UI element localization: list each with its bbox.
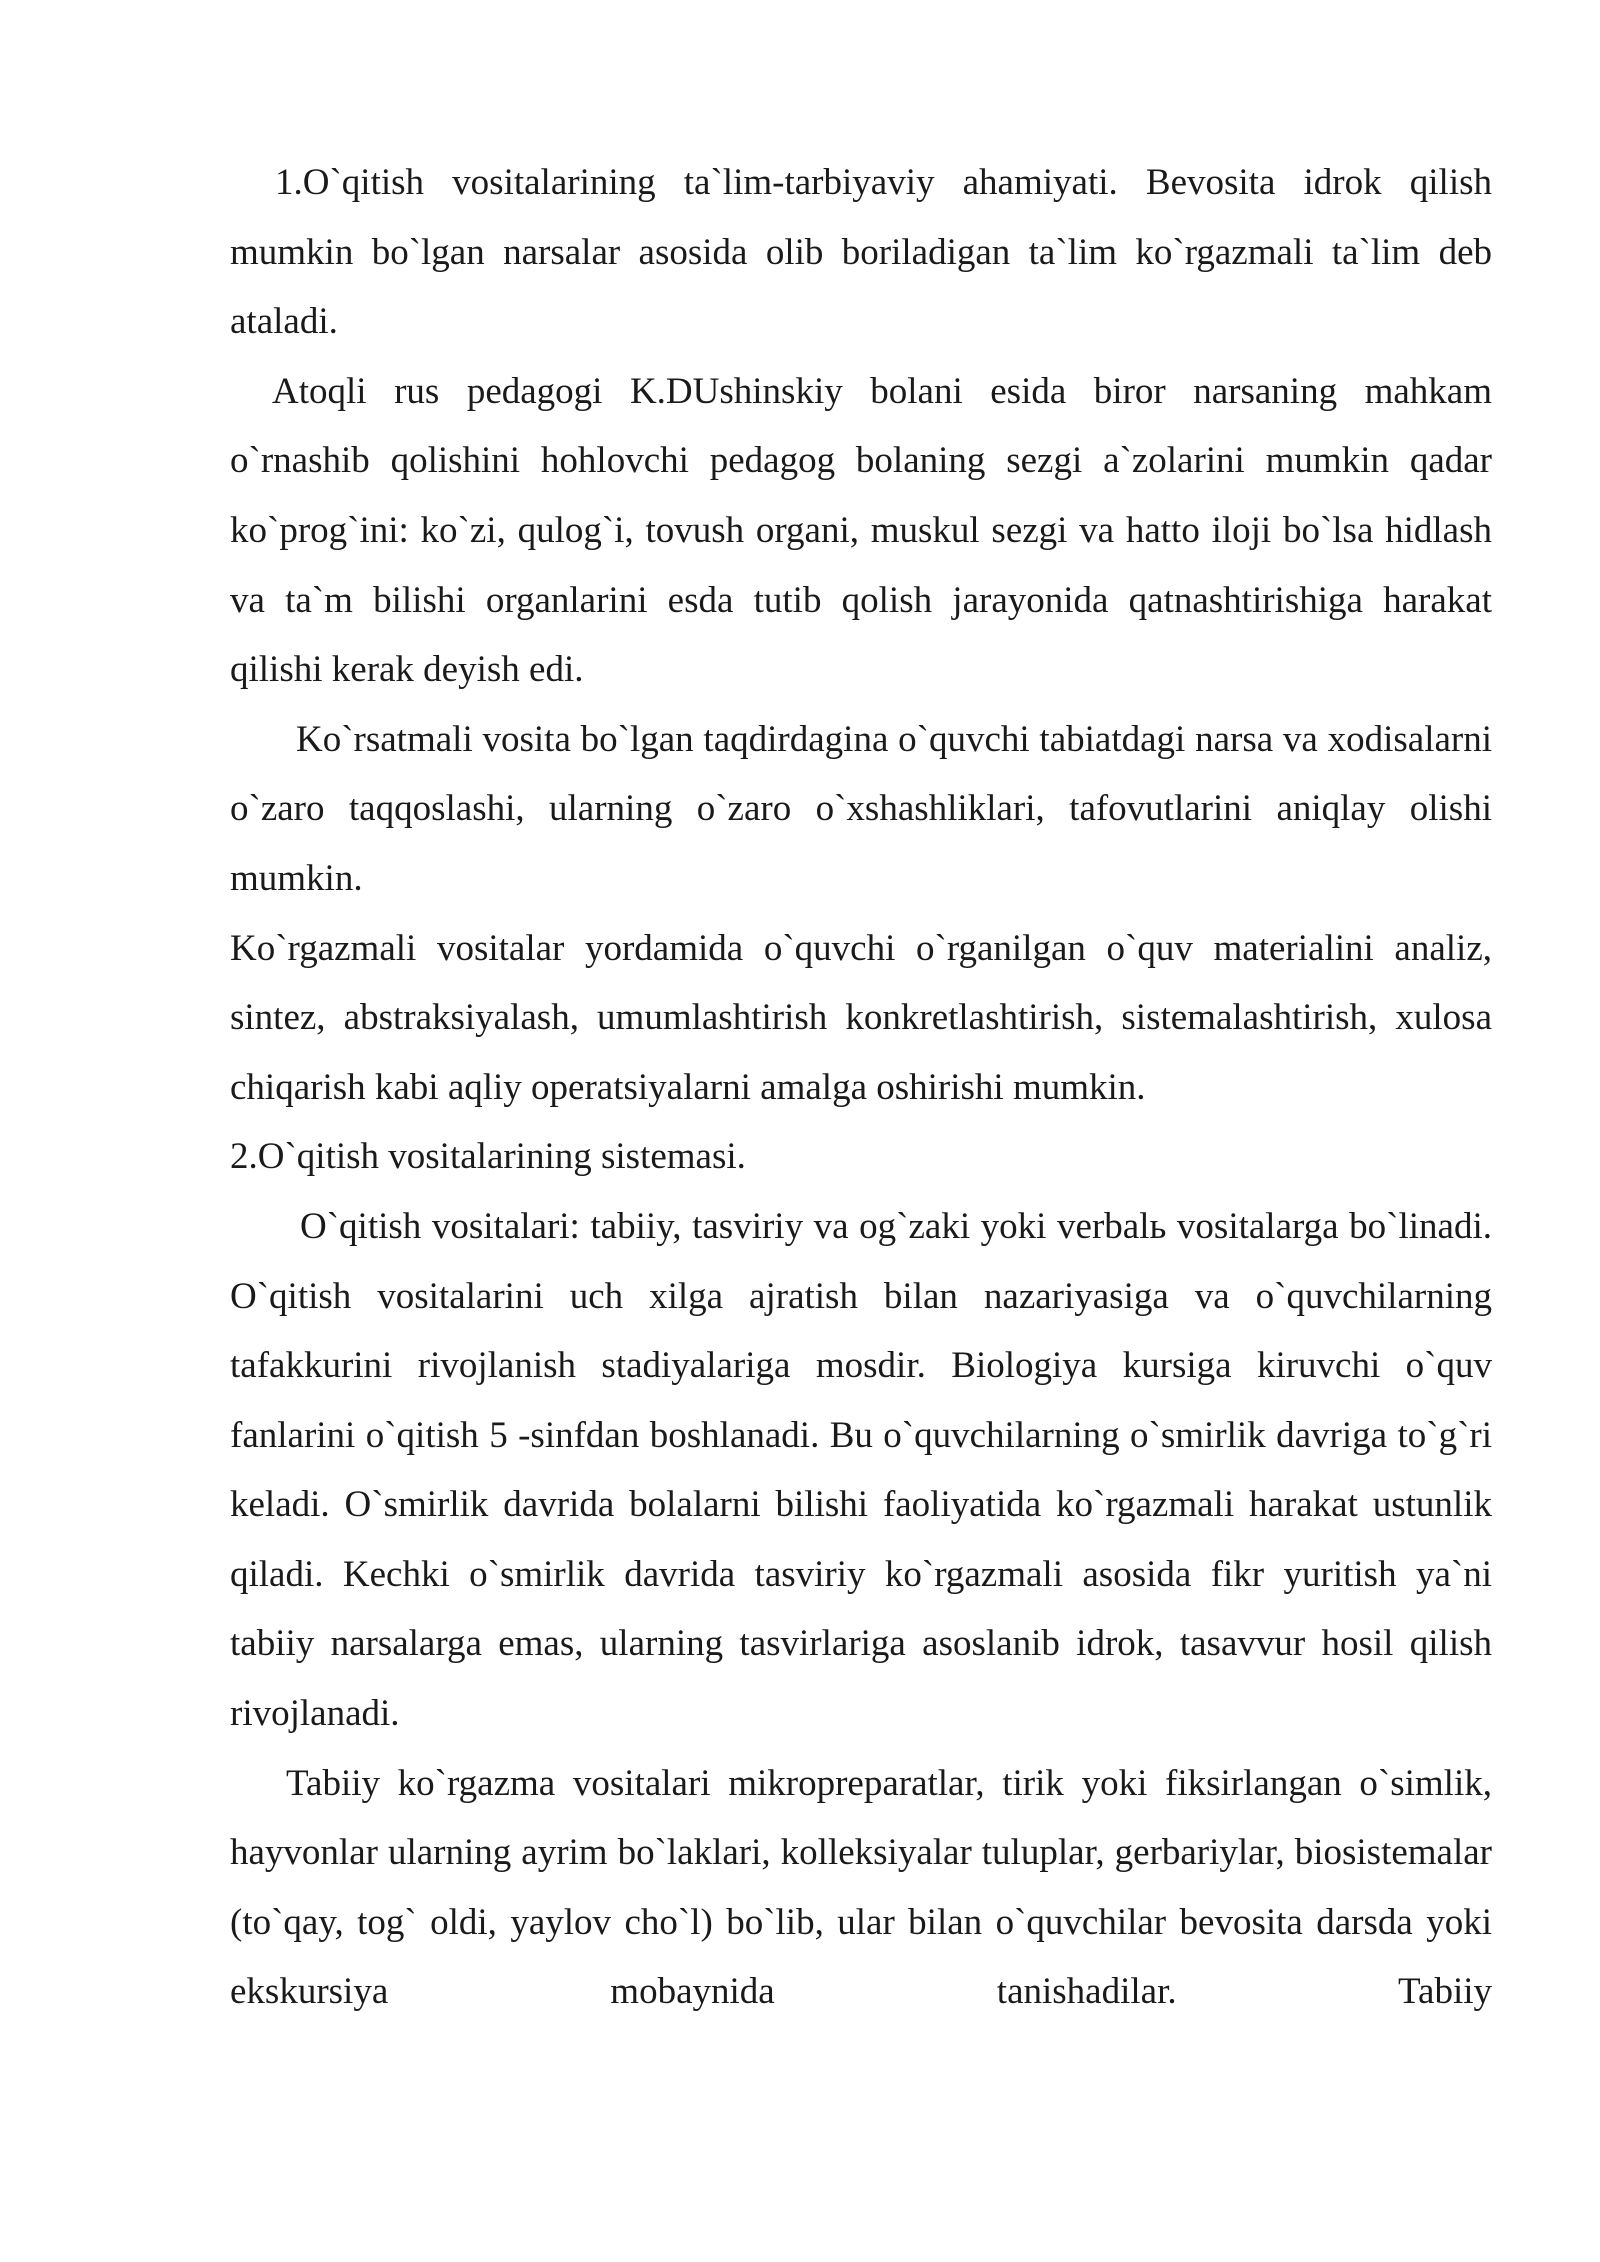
document-body (230, 148, 1492, 2027)
section-heading-2: 2.O`qitish vositalarining sistemasi. (230, 1136, 746, 1178)
paragraph-2: Atoqli rus pedagogi K.DUshinskiy bolani esida biror narsaning mahkam o`rnashib qolishini hohlovchi pedagog bolaning sezgi a`zolarini mumkin qadar ko`prog`ini: ko`zi, qulog`i, tovush organi, muskul sezgi va hatto iloji bo`lsa hidlash va ta`m bilishi organlarini esda tutib qolish jarayonida qatnashtirishiga harakat qilishi kerak deyish edi. (230, 370, 1492, 691)
paragraph-4: Ko`rgazmali vositalar yordamida o`quvchi o`rganilgan o`quv materialini analiz, sintez, abstraksiyalash, umumlashtirish konkretlashtirish, sistemalashtirish, xulosa chiqarish kabi aqliy operatsiyalarni amalga oshirishi mumkin. (230, 927, 1492, 1108)
paragraph-5: O`qitish vositalari: tabiiy, tasviriy va og`zaki yoki verbalь vositalarga bo`linadi. O`qitish vositalarini uch xilga ajratish bilan nazariyasiga va o`quvchilarning tafakkurini rivojlanish stadiyalariga mosdir. Biologiya kursiga kiruvchi o`quv fanlarini o`qitish 5 -sinfdan boshlanadi. Bu o`quvchilarning o`smirlik davriga to`g`ri keladi. O`smirlik davrida bolalarni bilishi faoliyatida ko`rgazmali harakat ustunlik qiladi. Kechki o`smirlik davrida tasviriy ko`rgazmali asosida fikr yuritish ya`ni tabiiy narsalarga emas, ularning tasvirlariga asoslanib idrok, tasavvur hosil qilish rivojlanadi. (230, 1205, 1492, 1735)
paragraph-6: Tabiiy ko`rgazma vositalari mikropreparatlar, tirik yoki fiksirlangan o`simlik, hayvonlar ularning ayrim bo`laklari, kolleksiyalar tuluplar, gerbariylar, biosistemalar (to`qay, tog` oldi, yaylov cho`l) bo`lib, ular bilan o`quvchilar bevosita darsda yoki ekskursiya mobaynida tanishadilar. Tabiiy (230, 1762, 1492, 2013)
paragraph-3: Ko`rsatmali vosita bo`lgan taqdirdagina o`quvchi tabiatdagi narsa va xodisalarni o`zaro taqqoslashi, ularning o`zaro o`xshashliklari, tafovutlarini aniqlay olishi mumkin. (230, 718, 1492, 899)
paragraph-1: 1.O`qitish vositalarining ta`lim-tarbiyaviy ahamiyati. Bevosita idrok qilish mumkin bo`lgan narsalar asosida olib boriladigan ta`lim ko`rgazmali ta`lim deb ataladi. (230, 162, 1492, 343)
